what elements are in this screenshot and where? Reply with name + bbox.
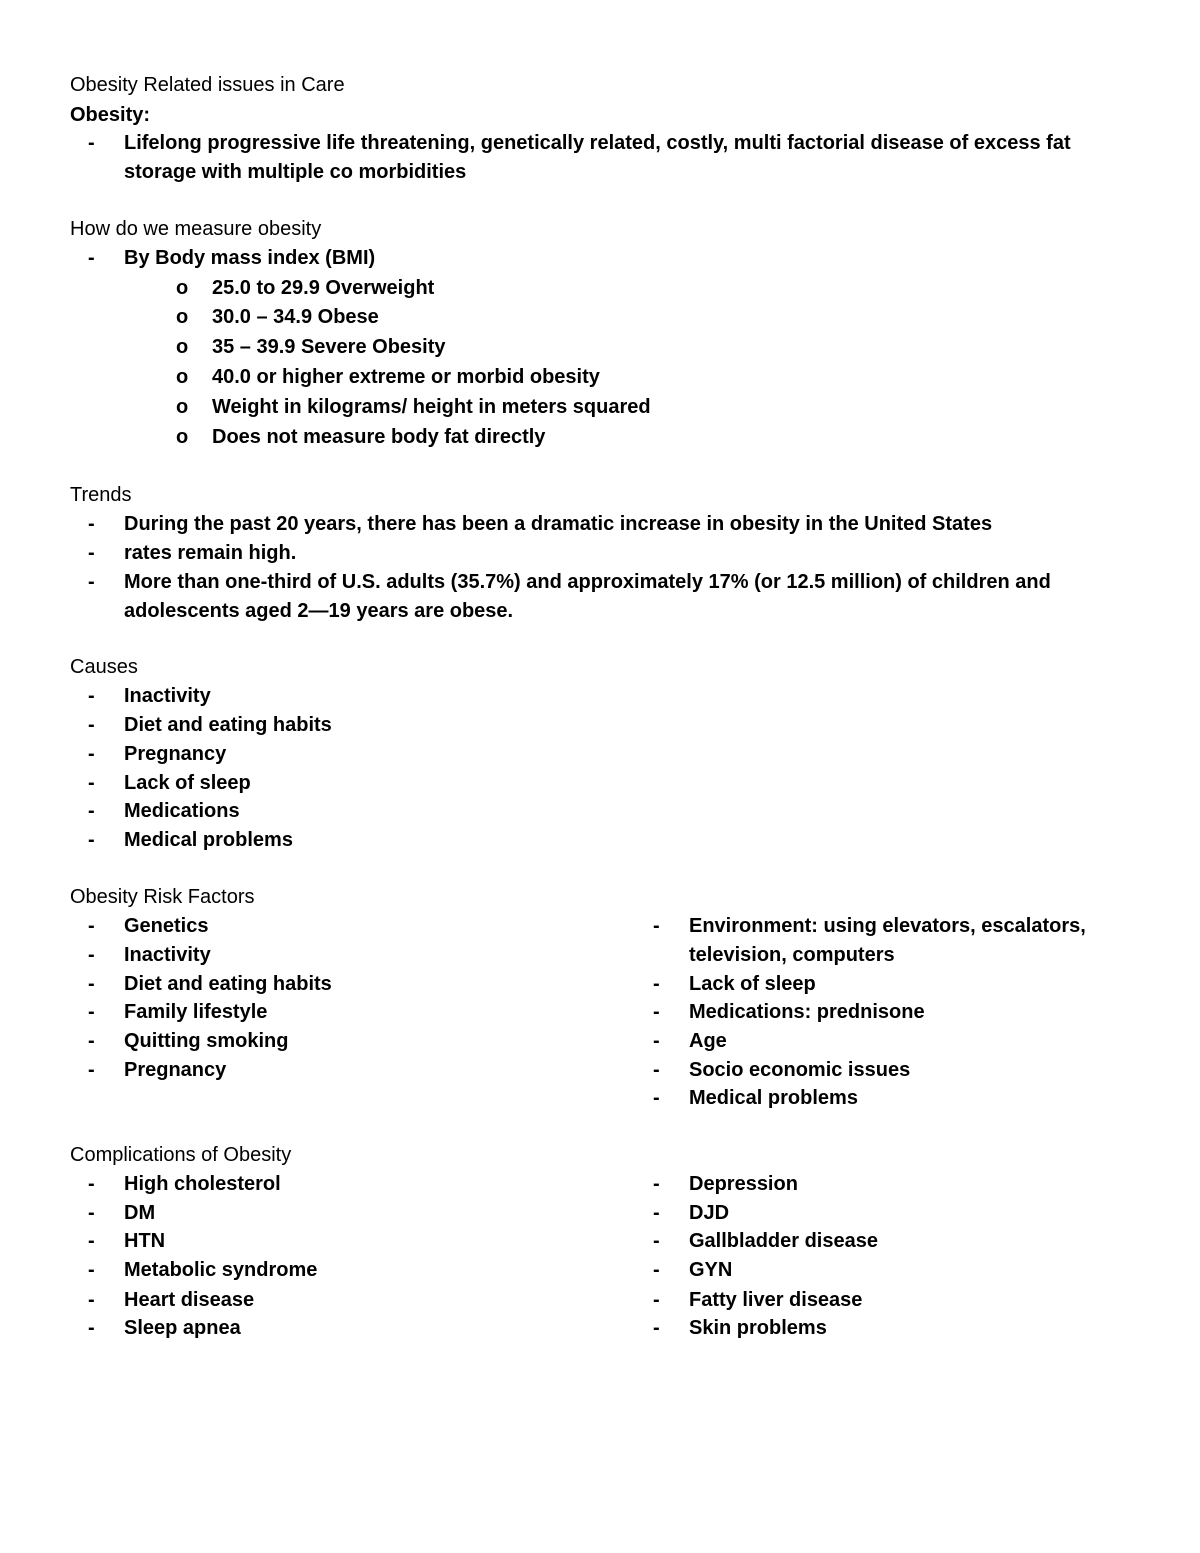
measure-sub-item: 30.0 – 34.9 Obese	[212, 306, 379, 328]
dash-bullet: -	[88, 829, 95, 851]
dash-bullet: -	[88, 772, 95, 794]
causes-heading: Causes	[70, 656, 138, 678]
dash-bullet: -	[653, 1001, 660, 1023]
dash-bullet: -	[653, 915, 660, 937]
risk-factor-item: Family lifestyle	[124, 1001, 268, 1023]
dash-bullet: -	[88, 1001, 95, 1023]
causes-item: Pregnancy	[124, 743, 227, 765]
trends-heading: Trends	[70, 484, 132, 506]
measure-sub-item: 35 – 39.9 Severe Obesity	[212, 336, 446, 358]
definition-heading: Obesity:	[70, 104, 151, 126]
dash-bullet: -	[88, 1259, 95, 1281]
circle-bullet: o	[176, 426, 189, 448]
dash-bullet: -	[653, 1173, 660, 1195]
dash-bullet: -	[88, 1202, 95, 1224]
measure-sub-item: Does not measure body fat directly	[212, 426, 546, 448]
risk-factor-item: Socio economic issues	[689, 1059, 911, 1081]
definition-line: Lifelong progressive life threatening, genetically related, costly, multi factorial disease of excess fat	[124, 132, 1071, 154]
dash-bullet: -	[88, 1173, 95, 1195]
dash-bullet: -	[88, 743, 95, 765]
dash-bullet: -	[88, 973, 95, 995]
dash-bullet: -	[88, 1289, 95, 1311]
dash-bullet: -	[653, 1230, 660, 1252]
complication-item: DJD	[689, 1202, 730, 1224]
risk-factor-item: Diet and eating habits	[124, 973, 332, 995]
circle-bullet: o	[176, 366, 189, 388]
dash-bullet: -	[88, 247, 95, 269]
complication-item: High cholesterol	[124, 1173, 281, 1195]
circle-bullet: o	[176, 336, 189, 358]
dash-bullet: -	[653, 1059, 660, 1081]
causes-item: Inactivity	[124, 685, 211, 707]
dash-bullet: -	[653, 1259, 660, 1281]
complication-item: GYN	[689, 1259, 733, 1281]
complication-item: Metabolic syndrome	[124, 1259, 318, 1281]
dash-bullet: -	[88, 944, 95, 966]
trends-item: During the past 20 years, there has been a dramatic increase in obesity in the United States	[124, 513, 993, 535]
risk-factor-item: Medications: prednisone	[689, 1001, 925, 1023]
circle-bullet: o	[176, 277, 189, 299]
dash-bullet: -	[88, 1230, 95, 1252]
dash-bullet: -	[88, 800, 95, 822]
complication-item: Skin problems	[689, 1317, 827, 1339]
trends-item: More than one-third of U.S. adults (35.7%) and approximately 17% (or 12.5 million) of children and	[124, 571, 1051, 593]
dash-bullet: -	[88, 571, 95, 593]
trends-item: rates remain high.	[124, 542, 297, 564]
risk-factor-item: Medical problems	[689, 1087, 858, 1109]
complication-item: HTN	[124, 1230, 166, 1252]
dash-bullet: -	[653, 973, 660, 995]
circle-bullet: o	[176, 306, 189, 328]
dash-bullet: -	[88, 132, 95, 154]
definition-line: storage with multiple co morbidities	[124, 161, 467, 183]
dash-bullet: -	[88, 714, 95, 736]
complication-item: Heart disease	[124, 1289, 255, 1311]
measure-sub-item: Weight in kilograms/ height in meters squared	[212, 396, 651, 418]
complication-item: Sleep apnea	[124, 1317, 241, 1339]
complication-item: Depression	[689, 1173, 798, 1195]
dash-bullet: -	[88, 685, 95, 707]
measure-heading: How do we measure obesity	[70, 218, 322, 240]
risk-factor-item: Quitting smoking	[124, 1030, 289, 1052]
measure-sub-item: 25.0 to 29.9 Overweight	[212, 277, 435, 299]
dash-bullet: -	[88, 1317, 95, 1339]
dash-bullet: -	[653, 1317, 660, 1339]
dash-bullet: -	[88, 513, 95, 535]
dash-bullet: -	[88, 1059, 95, 1081]
document-title: Obesity Related issues in Care	[70, 74, 345, 96]
complication-item: Gallbladder disease	[689, 1230, 878, 1252]
causes-item: Diet and eating habits	[124, 714, 332, 736]
dash-bullet: -	[88, 542, 95, 564]
complication-item: DM	[124, 1202, 156, 1224]
dash-bullet: -	[653, 1202, 660, 1224]
causes-item: Lack of sleep	[124, 772, 251, 794]
dash-bullet: -	[88, 1030, 95, 1052]
dash-bullet: -	[653, 1030, 660, 1052]
risk-factor-item: Pregnancy	[124, 1059, 227, 1081]
dash-bullet: -	[653, 1087, 660, 1109]
dash-bullet: -	[88, 915, 95, 937]
risk-factor-item: Age	[689, 1030, 727, 1052]
causes-item: Medications	[124, 800, 240, 822]
dash-bullet: -	[653, 1289, 660, 1311]
risk-factor-item: Lack of sleep	[689, 973, 816, 995]
complications-heading: Complications of Obesity	[70, 1144, 292, 1166]
risk-factor-item: Genetics	[124, 915, 209, 937]
measure-item: By Body mass index (BMI)	[124, 247, 376, 269]
measure-sub-item: 40.0 or higher extreme or morbid obesity	[212, 366, 600, 388]
circle-bullet: o	[176, 396, 189, 418]
causes-item: Medical problems	[124, 829, 293, 851]
risk-factor-item: Inactivity	[124, 944, 211, 966]
risk-factor-item-continuation: television, computers	[689, 944, 895, 966]
trends-item-continuation: adolescents aged 2—19 years are obese.	[124, 600, 514, 622]
complication-item: Fatty liver disease	[689, 1289, 863, 1311]
risk-factors-heading: Obesity Risk Factors	[70, 886, 255, 908]
risk-factor-item: Environment: using elevators, escalators,	[689, 915, 1086, 937]
